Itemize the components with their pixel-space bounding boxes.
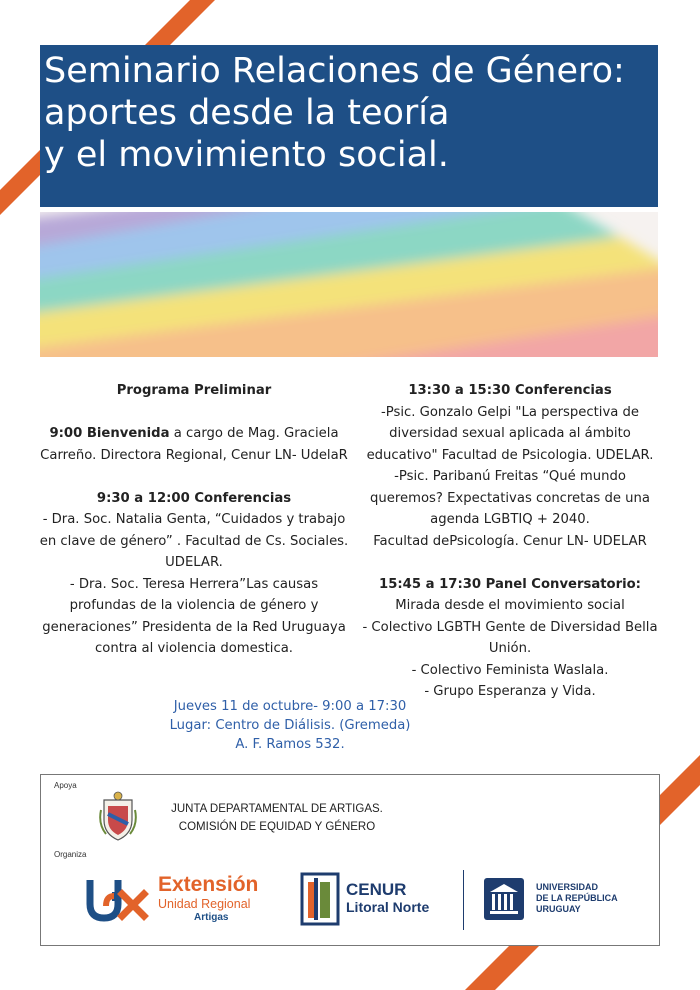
extension-text bbox=[158, 873, 258, 924]
panel-item: - Colectivo Feminista Waslala. bbox=[411, 662, 609, 678]
conference-item: - Dra. Soc. Natalia Genta, “Cuidados y trabajo en clave de género” . Facultad de Cs. Sociales. UDELAR. bbox=[39, 512, 349, 570]
rainbow-image bbox=[40, 212, 658, 357]
conference-item: -Psic. Paribanú Freitas “Qué mundo queremos? Expectativas concretas de una agenda LGBTIQ + 2040. bbox=[370, 469, 650, 527]
title-line-1: Seminario Relaciones de Género: bbox=[44, 51, 625, 91]
extension-place: Artigas bbox=[194, 912, 229, 923]
program-right-column bbox=[360, 380, 660, 703]
event-place: Lugar: Centro de Diálisis. (Gremeda) bbox=[169, 718, 411, 733]
page-title bbox=[44, 50, 644, 176]
junta-line-1: JUNTA DEPARTAMENTAL DE ARTIGAS. bbox=[171, 803, 383, 815]
udelar-line-3: URUGUAY bbox=[536, 904, 581, 914]
title-line-3: y el movimiento social. bbox=[44, 135, 449, 175]
morning-conferences-heading: 9:30 a 12:00 Conferencias bbox=[96, 490, 292, 506]
extension-title: Extensión bbox=[158, 873, 259, 896]
organize-label: Organiza bbox=[54, 850, 87, 859]
panel-item: - Colectivo LGBTH Gente de Diversidad Bella Unión. bbox=[362, 619, 658, 656]
support-label: Apoya bbox=[54, 781, 77, 790]
udelar-line-2: DE LA REPÚBLICA bbox=[536, 893, 618, 903]
udelar-text bbox=[536, 882, 618, 915]
udelar-line-1: UNIVERSIDAD bbox=[536, 882, 599, 892]
event-address: A. F. Ramos 532. bbox=[235, 737, 345, 752]
conference-item: - Dra. Soc. Teresa Herrera”Las causas profundas de la violencia de género y generaciones” Presidenta de la Red Uruguaya contra al violencia domestica. bbox=[42, 576, 346, 656]
event-date: Jueves 11 de octubre- 9:00 a 17:30 bbox=[173, 699, 407, 714]
junta-line-2: COMISIÓN DE EQUIDAD Y GÉNERO bbox=[178, 821, 376, 833]
welcome-item: 9:00 Bienvenida a cargo de Mag. Graciela Carreño. Directora Regional, Cenur LN- UdelaR bbox=[40, 426, 348, 463]
event-info bbox=[150, 697, 430, 754]
cenur-text bbox=[346, 880, 429, 916]
cenur-line-1: CENUR bbox=[346, 880, 407, 899]
program-left-column bbox=[38, 380, 350, 660]
afternoon-conferences-heading: 13:30 a 15:30 Conferencias bbox=[408, 383, 612, 398]
junta-text bbox=[148, 800, 406, 836]
program-heading: Programa Preliminar bbox=[116, 383, 272, 398]
panel-heading: 15:45 a 17:30 Panel Conversatorio: Mirada desde el movimiento social bbox=[379, 576, 641, 613]
cenur-logo-icon bbox=[300, 872, 340, 926]
conference-item: Facultad dePsicología. Cenur LN- UDELAR bbox=[373, 533, 647, 549]
extension-logo-icon bbox=[86, 872, 152, 924]
conference-item: -Psic. Gonzalo Gelpi "La perspectiva de diversidad sexual aplicada al ámbito educativo" Facultad de Psicologia. UDELAR. bbox=[366, 404, 654, 463]
udelar-logo-icon bbox=[482, 876, 526, 922]
junta-crest-icon bbox=[98, 790, 138, 842]
panel-item: - Grupo Esperanza y Vida. bbox=[424, 684, 596, 699]
logo-divider bbox=[463, 870, 464, 930]
extension-subtitle: Unidad Regional bbox=[158, 897, 251, 911]
title-line-2: aportes desde la teoría bbox=[44, 93, 450, 133]
cenur-line-2: Litoral Norte bbox=[346, 899, 430, 915]
